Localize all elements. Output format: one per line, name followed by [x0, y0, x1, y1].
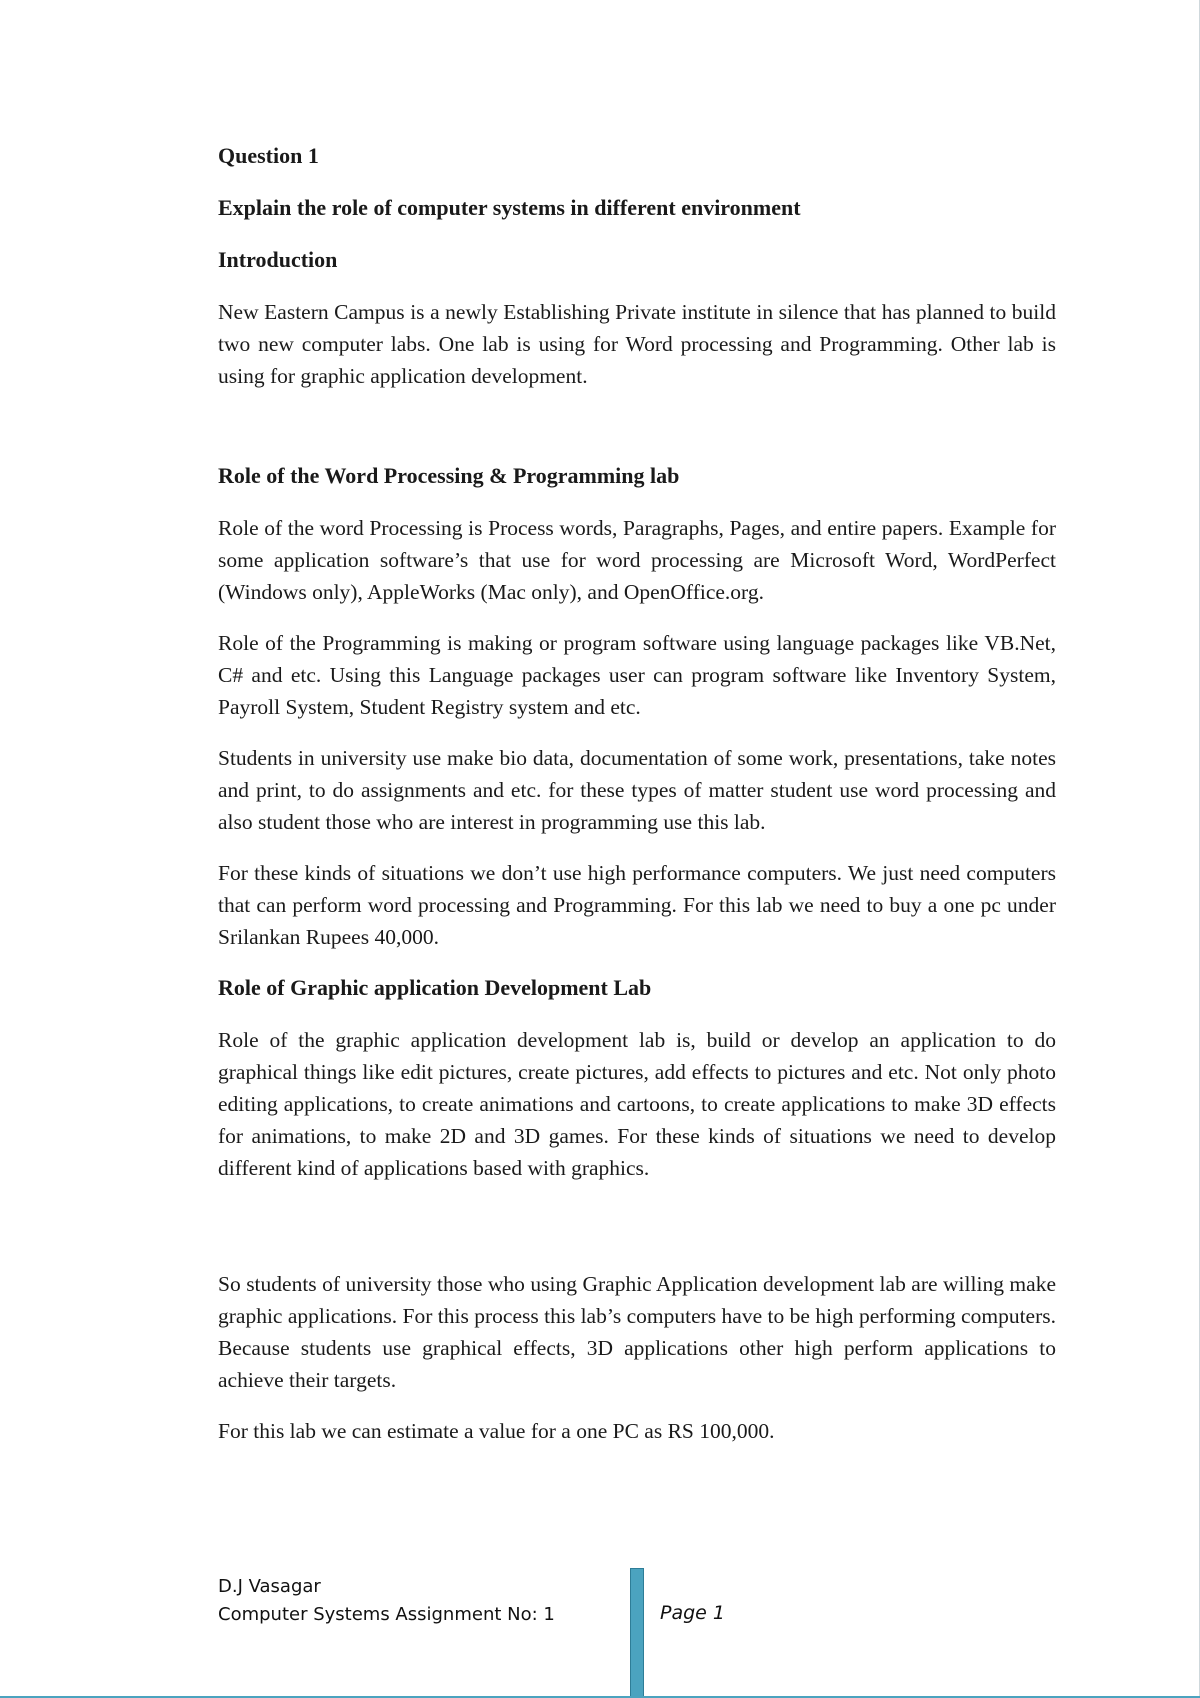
word-lab-paragraph: Role of the word Processing is Process words, Paragraphs, Pages, and entire papers. Example for some application software’s that use for word processing are Microsoft Word, WordPerfect (Windows only), AppleWorks (Mac only), and OpenOffice.org. [218, 516, 1056, 604]
footer-page-number: Page 1 [660, 1602, 725, 1624]
graphic-lab-heading: Role of Graphic application Development Lab [218, 975, 652, 1000]
footer-divider-bar [630, 1568, 644, 1698]
document-body [218, 140, 1056, 1466]
question-number: Question 1 [218, 143, 319, 168]
word-lab-paragraph: Role of the Programming is making or program software using language packages like VB.Net, C# and etc. Using this Language packages user can program software like Inventory System, Payroll System, Student Registry system and etc. [218, 631, 1056, 719]
page-footer [0, 1560, 1200, 1698]
footer-info [218, 1573, 555, 1629]
introduction-heading: Introduction [218, 247, 338, 272]
footer-assignment: Computer Systems Assignment No: 1 [218, 1604, 555, 1625]
question-title: Explain the role of computer systems in different environment [218, 195, 801, 220]
word-lab-heading: Role of the Word Processing & Programming lab [218, 463, 680, 488]
introduction-paragraph: New Eastern Campus is a newly Establishing Private institute in silence that has planned to build two new computer labs. One lab is using for Word processing and Programming. Other lab is using for graphic application development. [218, 300, 1056, 388]
footer-author: D.J Vasagar [218, 1576, 321, 1597]
graphic-lab-paragraph: For this lab we can estimate a value for a one PC as RS 100,000. [218, 1419, 775, 1443]
word-lab-paragraph: For these kinds of situations we don’t use high performance computers. We just need computers that can perform word processing and Programming. For this lab we need to buy a one pc under Srilankan Rupees 40,000. [218, 861, 1056, 949]
graphic-lab-paragraph: So students of university those who using Graphic Application development lab are willing make graphic applications. For this process this lab’s computers have to be high performing computers. Because students use graphical effects, 3D applications other high perform applications to achieve their targets. [218, 1272, 1056, 1392]
word-lab-paragraph: Students in university use make bio data, documentation of some work, presentations, take notes and print, to do assignments and etc. for these types of matter student use word processing and also student those who are interest in programming use this lab. [218, 746, 1056, 834]
graphic-lab-paragraph: Role of the graphic application development lab is, build or develop an application to do graphical things like edit pictures, create pictures, add effects to pictures and etc. Not only photo editing applications, to create animations and cartoons, to create applications to make 3D effects for animations, to make 2D and 3D games. For these kinds of situations we need to develop different kind of applications based with graphics. [218, 1028, 1056, 1180]
